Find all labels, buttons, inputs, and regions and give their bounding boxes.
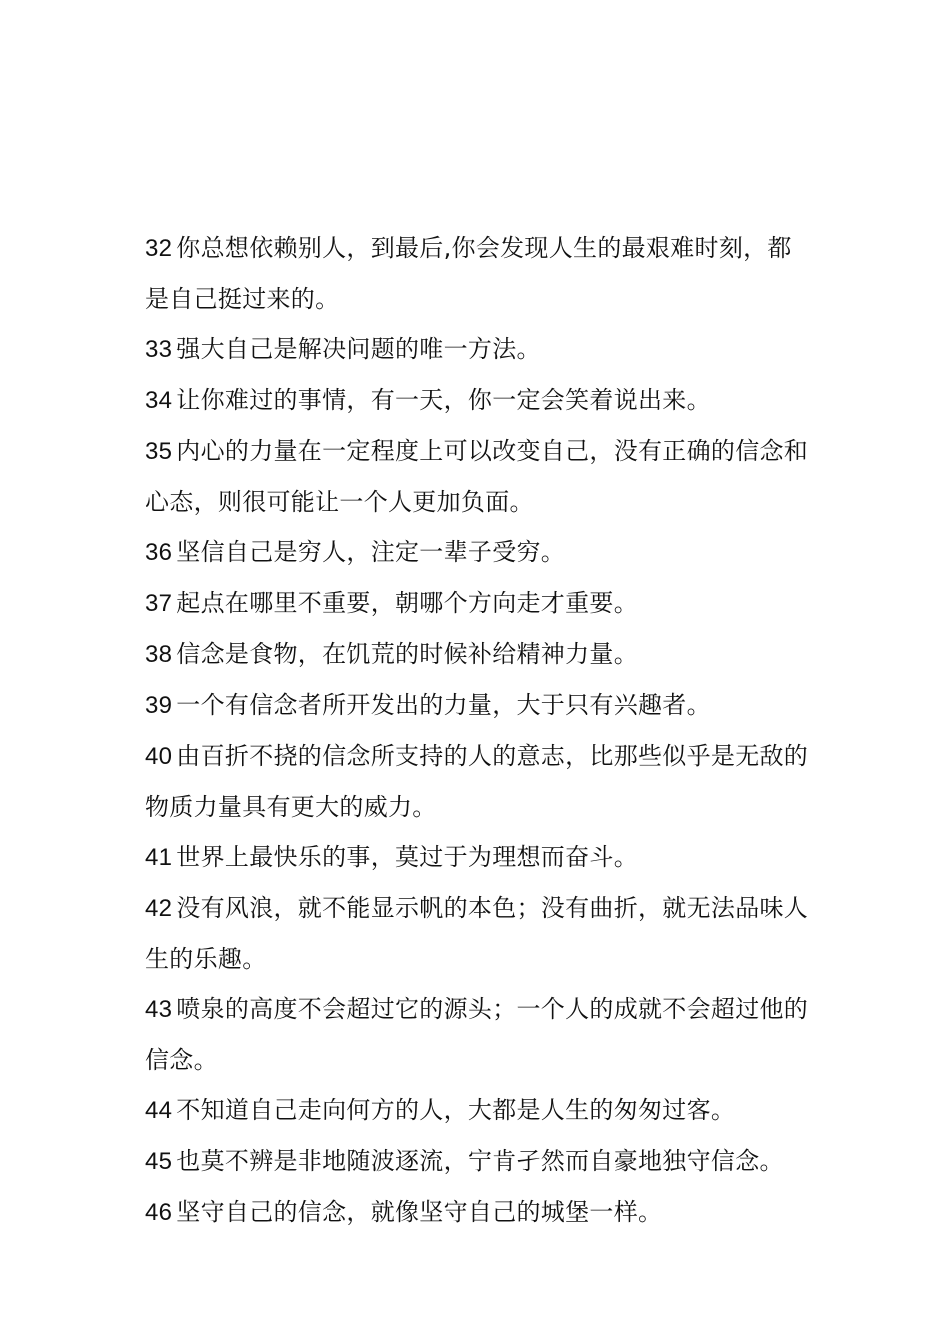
quote-text: 世界上最快乐的事，莫过于为理想而奋斗。 [176, 843, 638, 871]
quote-number: 35 [145, 438, 173, 465]
quote-entry [145, 984, 810, 1085]
quote-text: 内心的力量在一定程度上可以改变自己，没有正确的信念和心态，则很可能让一个人更加负面。 [145, 437, 809, 516]
quote-entry [145, 324, 810, 375]
quote-entry [145, 375, 810, 426]
quote-number: 45 [145, 1148, 173, 1175]
quote-text: 坚守自己的信念，就像坚守自己的城堡一样。 [176, 1198, 663, 1226]
quote-number: 34 [145, 387, 173, 414]
quote-entry [145, 578, 810, 629]
quote-text: 没有风浪，就不能显示帆的本色；没有曲折，就无法品味人生的乐趣。 [145, 894, 809, 973]
quote-entry [145, 1085, 810, 1136]
quote-number: 42 [145, 895, 173, 922]
quote-entry [145, 1136, 810, 1187]
quote-number: 41 [145, 844, 173, 871]
quote-number: 39 [145, 692, 173, 719]
quote-entry [145, 832, 810, 883]
quote-entry [145, 731, 810, 832]
quote-text: 不知道自己走向何方的人，大都是人生的匆匆过客。 [176, 1096, 736, 1124]
quote-number: 33 [145, 336, 173, 363]
quote-entry [145, 223, 810, 324]
quote-entry [145, 426, 810, 527]
quote-text: 让你难过的事情，有一天，你一定会笑着说出来。 [176, 386, 711, 414]
quote-text: 强大自己是解决问题的唯一方法。 [176, 335, 541, 363]
quote-text: 也莫不辨是非地随波逐流，宁肯孑然而自豪地独守信念。 [176, 1147, 784, 1175]
quote-number: 40 [145, 743, 173, 770]
quote-text: 一个有信念者所开发出的力量，大于只有兴趣者。 [176, 691, 711, 719]
quote-text: 信念是食物，在饥荒的时候补给精神力量。 [176, 640, 638, 668]
quote-entry [145, 1187, 810, 1238]
quote-number: 37 [145, 590, 173, 617]
quote-entry [145, 680, 810, 731]
quote-text: 坚信自己是穷人，注定一辈子受穷。 [176, 538, 566, 566]
quote-entry [145, 629, 810, 680]
quote-number: 36 [145, 539, 173, 566]
quote-number: 46 [145, 1199, 173, 1226]
quote-number: 38 [145, 641, 173, 668]
quote-number: 44 [145, 1097, 173, 1124]
quote-number: 43 [145, 996, 173, 1023]
quote-entry [145, 883, 810, 984]
quote-text: 起点在哪里不重要，朝哪个方向走才重要。 [176, 589, 638, 617]
quote-text: 喷泉的高度不会超过它的源头；一个人的成就不会超过他的信念。 [145, 995, 809, 1074]
quote-number: 32 [145, 235, 173, 262]
quote-list [145, 223, 810, 1238]
quote-text: 由百折不挠的信念所支持的人的意志，比那些似乎是无敌的物质力量具有更大的威力。 [145, 742, 809, 821]
quote-text: 你总想依赖别人，到最后,你会发现人生的最艰难时刻，都是自己挺过来的。 [145, 234, 792, 313]
quote-entry [145, 527, 810, 578]
